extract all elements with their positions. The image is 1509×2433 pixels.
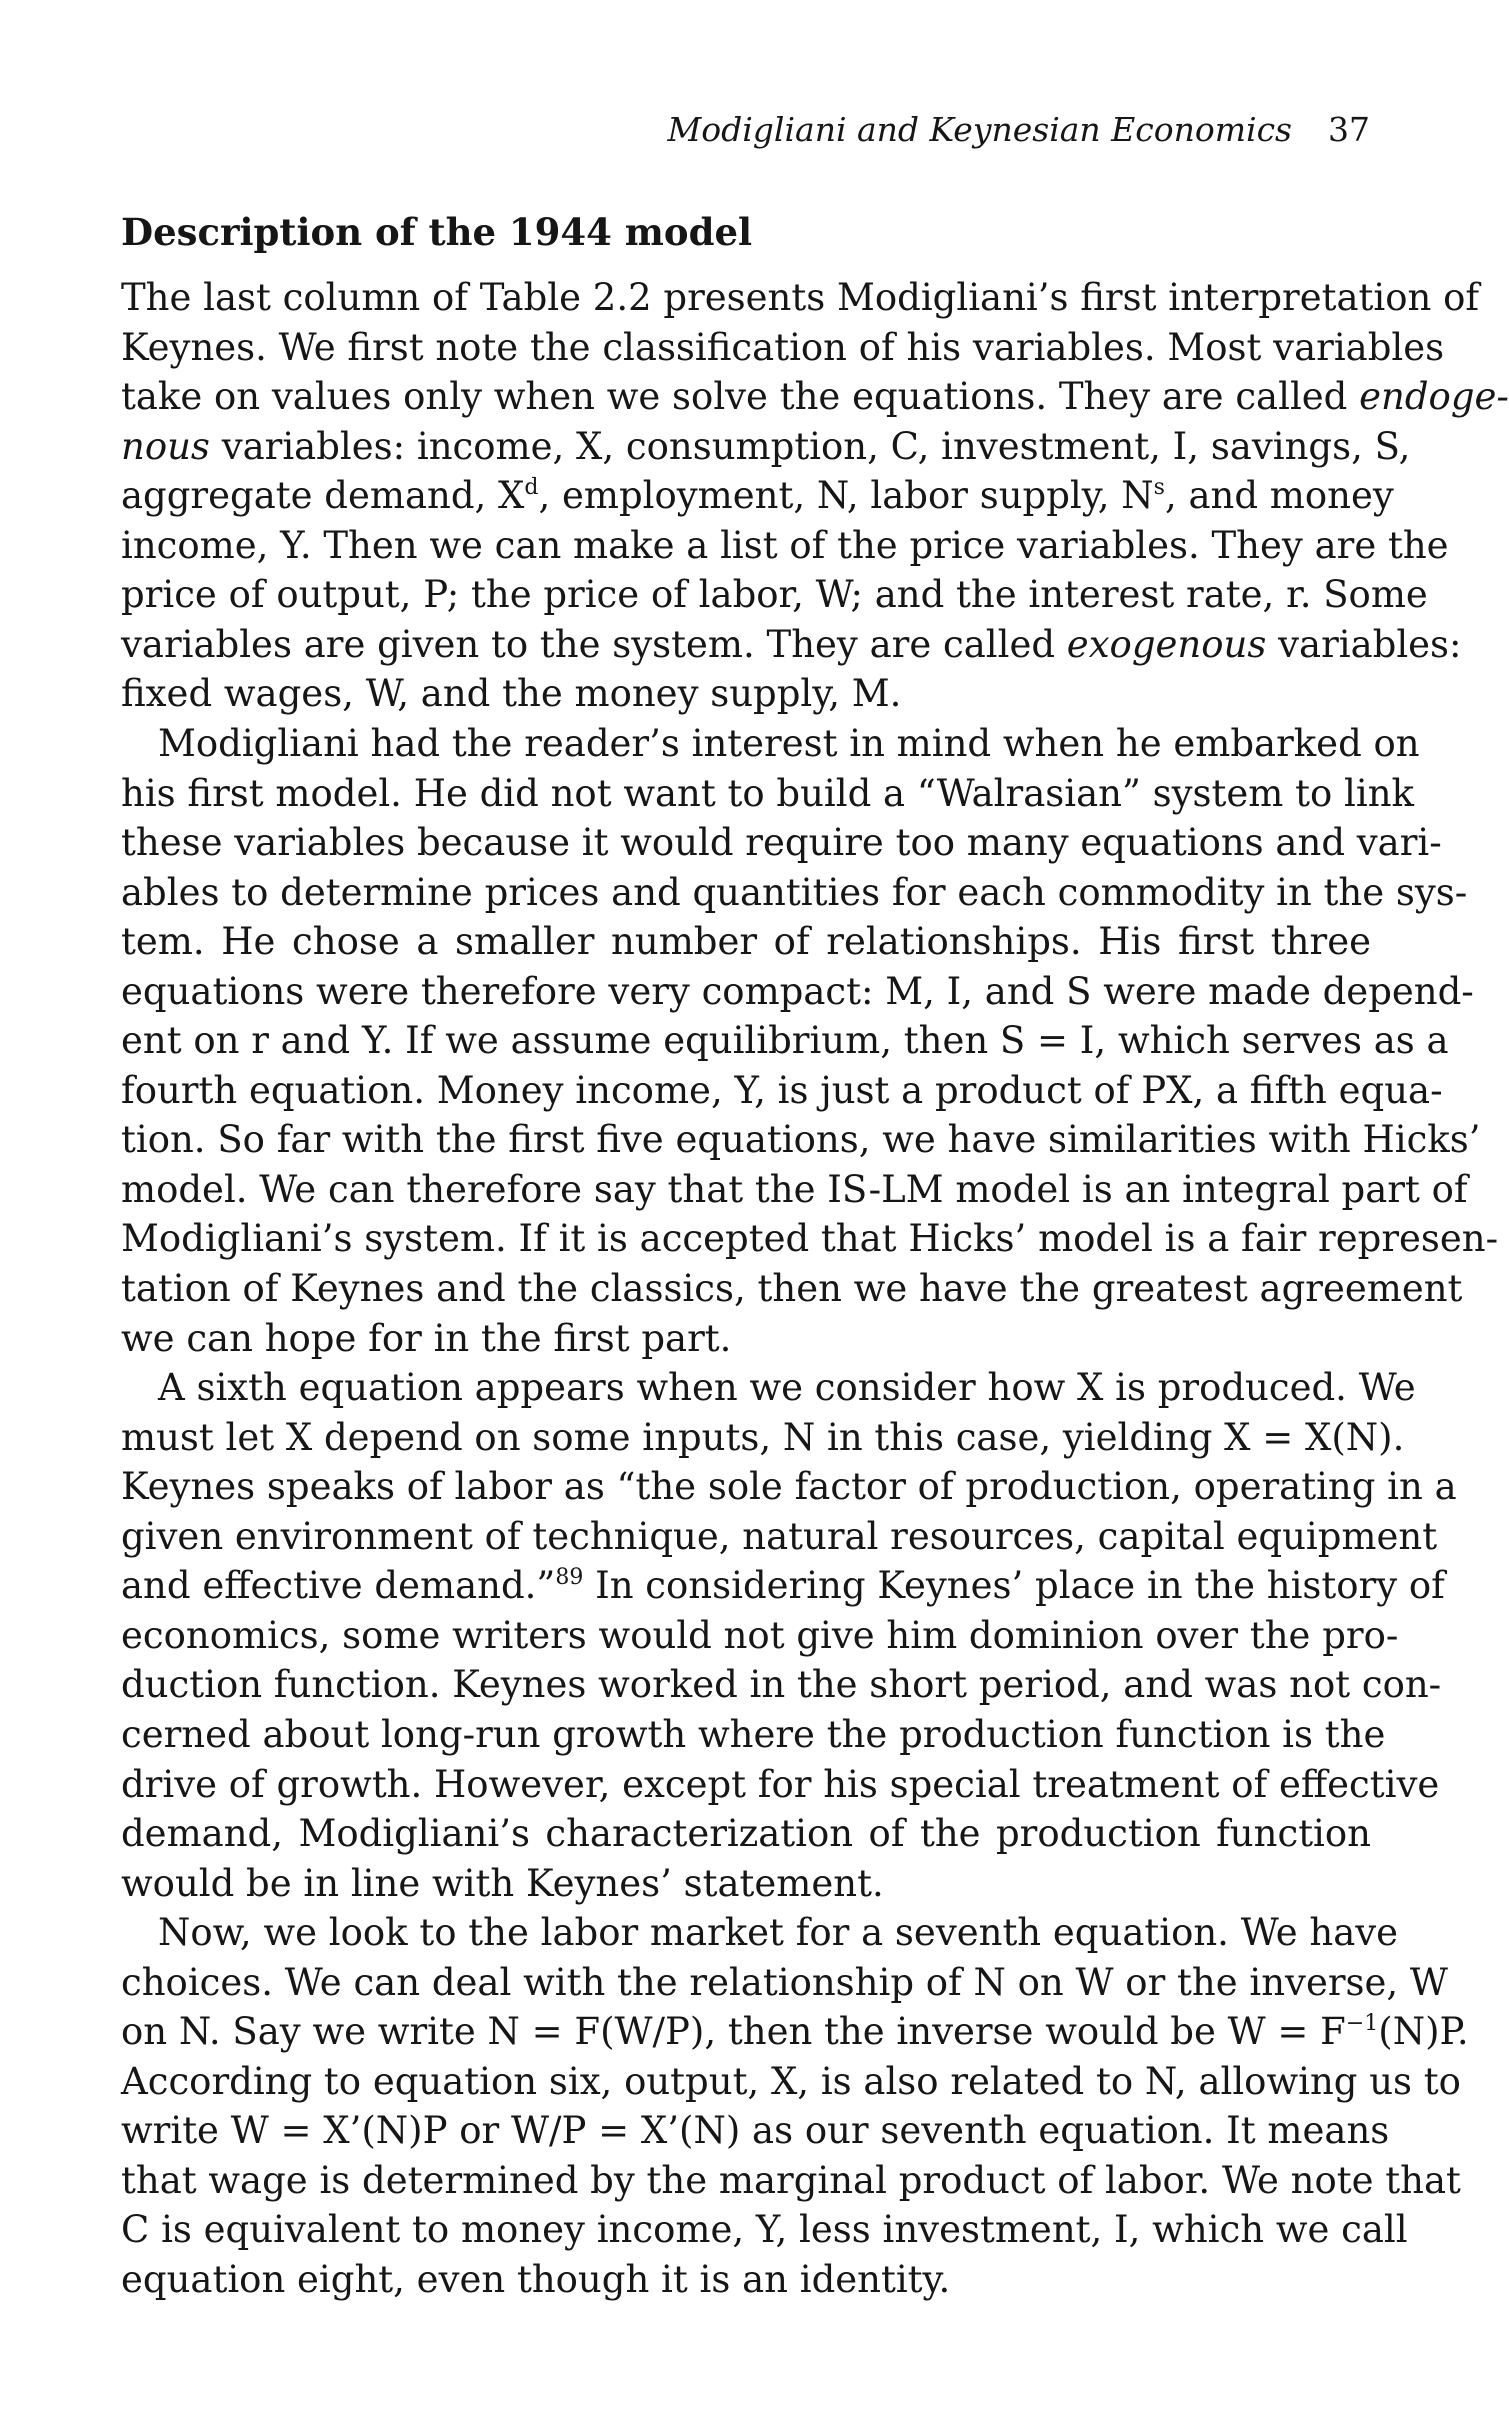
- text-run: variables are given to the system. They are called: [121, 623, 1067, 666]
- text-run: equation eight, even though it is an identity.: [121, 2258, 951, 2301]
- text-line: [121, 1314, 1371, 1364]
- text-run: aggregate demand, X: [121, 474, 525, 517]
- text-line: [121, 1760, 1440, 1810]
- italic-term: endoge-: [1359, 375, 1509, 418]
- text-run: C is equivalent to money income, Y, less investment, I, which we call: [121, 2208, 1408, 2251]
- text-run: his first model. He did not want to build a “Walrasian” system to link: [121, 772, 1414, 815]
- text-run: would be in line with Keynes’ statement.: [121, 1862, 884, 1905]
- text-line: [121, 917, 1371, 967]
- text-run: ent on r and Y. If we assume equilibrium, then S = I, which serves as a: [121, 1019, 1449, 1062]
- text-run: Keynes. We first note the classification of his variables. Most variables: [121, 326, 1445, 369]
- text-line: [121, 1214, 1499, 1264]
- text-line: [121, 1165, 1468, 1215]
- italic-term: nous: [121, 425, 210, 468]
- page-number: 37: [1328, 110, 1370, 149]
- text-line: [158, 1363, 1416, 1413]
- text-line: [121, 1561, 1445, 1611]
- text-run: fixed wages, W, and the money supply, M.: [121, 672, 902, 715]
- text-run: choices. We can deal with the relationship of N on W or the inverse, W: [121, 1961, 1448, 2004]
- text-run: that wage is determined by the marginal product of labor. We note that: [121, 2159, 1461, 2202]
- text-run: drive of growth. However, except for his special treatment of effective: [121, 1763, 1440, 1806]
- running-title: Modigliani and Keynesian Economics: [667, 110, 1292, 149]
- text-run: write W = X’(N)P or W/P = X’(N) as our seventh equation. It means: [121, 2109, 1390, 2152]
- text-run: Now, we look to the labor market for a seventh equation. We have: [158, 1911, 1399, 1954]
- text-run: given environment of technique, natural resources, capital equipment: [121, 1515, 1438, 1558]
- text-run: tion. So far with the first five equations, we have similarities with Hicks’: [121, 1118, 1481, 1161]
- text-run: (N)P.: [1378, 2010, 1469, 2053]
- text-run: must let X depend on some inputs, N in this case, yielding X = X(N).: [121, 1416, 1405, 1459]
- text-line: [121, 2106, 1390, 2156]
- text-line: [121, 1859, 1371, 1909]
- section-heading: Description of the 1944 model: [121, 210, 753, 254]
- text-line: [121, 2057, 1461, 2107]
- text-run: we can hope for in the first part.: [121, 1317, 732, 1360]
- text-line: [121, 2007, 1469, 2057]
- text-line: [121, 868, 1468, 918]
- text-run: these variables because it would require too many equations and vari-: [121, 821, 1442, 864]
- italic-term: exogenous: [1066, 623, 1267, 666]
- text-line: [121, 620, 1462, 670]
- text-line: [121, 1016, 1449, 1066]
- text-run: income, Y. Then we can make a list of the price variables. They are the: [121, 524, 1449, 567]
- text-line: [121, 1066, 1443, 1116]
- text-line: [121, 323, 1445, 373]
- text-line: [121, 769, 1414, 819]
- text-run: , employment, N, labor supply, N: [538, 474, 1154, 517]
- superscript: −1: [1345, 2011, 1379, 2036]
- text-line: [121, 422, 1411, 472]
- text-line: [121, 2255, 1371, 2305]
- text-run: cerned about long-run growth where the production function is the: [121, 1713, 1386, 1756]
- text-line: [121, 273, 1480, 323]
- superscript: 89: [555, 1565, 584, 1590]
- text-line: [121, 471, 1394, 521]
- text-line: [121, 1264, 1463, 1314]
- text-line: [121, 2205, 1408, 2255]
- text-run: ables to determine prices and quantities for each commodity in the sys-: [121, 871, 1468, 914]
- text-run: The last column of Table 2.2 presents Modigliani’s first interpretation of: [121, 276, 1480, 319]
- text-line: [121, 570, 1428, 620]
- running-header: [667, 108, 1370, 152]
- text-run: Keynes speaks of labor as “the sole factor of production, operating in a: [121, 1465, 1457, 1508]
- text-run: equations were therefore very compact: M, I, and S were made depend-: [121, 970, 1474, 1013]
- text-line: [158, 719, 1420, 769]
- text-run: In considering Keynes’ place in the history of: [583, 1564, 1445, 1607]
- text-line: [121, 1611, 1399, 1661]
- text-run: Modigliani’s system. If it is accepted that Hicks’ model is a fair represen-: [121, 1217, 1499, 1260]
- text-run: model. We can therefore say that the IS-LM model is an integral part of: [121, 1168, 1468, 1211]
- text-run: and effective demand.”: [121, 1564, 556, 1607]
- text-line: [121, 1115, 1481, 1165]
- text-run: Modigliani had the reader’s interest in mind when he embarked on: [158, 722, 1420, 765]
- text-run: tem. He chose a smaller number of relationships. His first three: [121, 920, 1371, 963]
- text-run: economics, some writers would not give him dominion over the pro-: [121, 1614, 1399, 1657]
- text-run: demand, Modigliani’s characterization of the production function: [121, 1812, 1371, 1855]
- text-line: [121, 2156, 1461, 2206]
- text-run: on N. Say we write N = F(W/P), then the inverse would be W = F: [121, 2010, 1346, 2053]
- text-line: [121, 669, 1371, 719]
- text-run: fourth equation. Money income, Y, is just a product of PX, a fifth equa-: [121, 1069, 1443, 1112]
- text-run: variables:: [1266, 623, 1462, 666]
- superscript: d: [524, 475, 539, 500]
- superscript: s: [1153, 475, 1165, 500]
- text-run: , and money: [1164, 474, 1394, 517]
- text-run: take on values only when we solve the equations. They are called: [121, 375, 1360, 418]
- text-line: [121, 967, 1474, 1017]
- text-line: [121, 521, 1449, 571]
- text-run: duction function. Keynes worked in the short period, and was not con-: [121, 1663, 1442, 1706]
- text-line: [121, 818, 1442, 868]
- text-line: [121, 1512, 1438, 1562]
- text-line: [121, 1660, 1442, 1710]
- text-line: [121, 372, 1509, 422]
- text-line: [121, 1413, 1405, 1463]
- text-line: [121, 1809, 1371, 1859]
- text-line: [121, 1462, 1457, 1512]
- text-run: tation of Keynes and the classics, then we have the greatest agreement: [121, 1267, 1463, 1310]
- text-line: [158, 1908, 1399, 1958]
- text-line: [121, 1958, 1448, 2008]
- text-run: A sixth equation appears when we consider how X is produced. We: [158, 1366, 1416, 1409]
- text-run: According to equation six, output, X, is also related to N, allowing us to: [121, 2060, 1461, 2103]
- text-run: price of output, P; the price of labor, W; and the interest rate, r. Some: [121, 573, 1428, 616]
- text-run: variables: income, X, consumption, C, investment, I, savings, S,: [209, 425, 1411, 468]
- text-line: [121, 1710, 1386, 1760]
